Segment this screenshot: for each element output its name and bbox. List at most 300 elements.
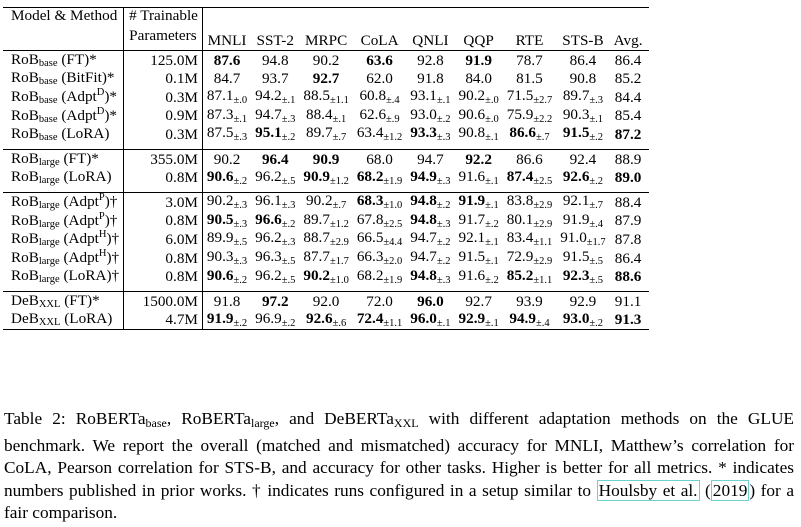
model-method-cell <box>3 193 124 212</box>
results-table-body <box>3 8 649 330</box>
score-cell <box>406 169 454 188</box>
results-table <box>3 7 649 330</box>
score-cell <box>353 70 406 89</box>
score-cell <box>610 212 649 231</box>
score-value: 60.8 <box>359 87 387 105</box>
score-cell <box>202 193 251 212</box>
score-value: 90.8 <box>458 124 486 142</box>
model-method-cell <box>3 311 124 330</box>
score-value: 93.9 <box>516 292 543 310</box>
model-base-name: RoB <box>11 230 39 248</box>
col-header-mrpc: MRPC <box>299 28 352 51</box>
score-std: ±2.9 <box>329 237 349 249</box>
model-base-name: RoB <box>11 88 39 106</box>
score-cell <box>455 292 503 311</box>
method-name: )† <box>104 211 118 229</box>
score-value: 89.7 <box>562 87 590 105</box>
score-value: 92.7 <box>465 292 492 310</box>
caption-sub-xxl: XXL <box>393 416 419 430</box>
score-value: 90.9 <box>303 167 330 185</box>
score-value: 94.9 <box>410 167 437 185</box>
score-value: 91.9 <box>458 192 486 210</box>
score-cell <box>610 88 649 107</box>
method-name: )† <box>106 248 120 266</box>
header-empty-cell <box>299 8 352 29</box>
header-empty-cell <box>3 28 124 51</box>
score-cell <box>251 311 299 330</box>
model-base-name: RoB <box>11 211 39 229</box>
score-value: 88.4 <box>305 105 333 123</box>
score-std: ±1.2 <box>329 175 349 187</box>
method-name: )† <box>104 193 118 211</box>
score-value: 87.1 <box>206 87 234 105</box>
score-value: 87.3 <box>206 105 234 123</box>
score-std: ±.1 <box>281 95 296 107</box>
method-name: (LoRA)† <box>63 267 120 285</box>
score-cell <box>503 70 556 89</box>
score-std: ±.3 <box>281 237 296 249</box>
model-base-name: DeB <box>11 310 39 328</box>
score-value: 94.9 <box>509 309 536 327</box>
score-std: ±.2 <box>485 218 499 230</box>
score-std: ±.7 <box>535 132 550 144</box>
score-std: ±.3 <box>233 200 248 212</box>
header-params-line2: Parameters <box>124 28 203 51</box>
score-value: 92.1 <box>458 229 486 247</box>
score-value: 85.4 <box>614 107 642 125</box>
table-row <box>3 193 649 212</box>
score-cell <box>503 51 556 70</box>
score-cell <box>299 249 352 268</box>
score-value: 94.7 <box>417 150 444 168</box>
score-std: ±.5 <box>233 237 248 249</box>
table-row <box>3 212 649 231</box>
score-value: 66.5 <box>356 229 384 247</box>
method-name: (FT)* <box>64 291 100 309</box>
score-cell <box>299 149 352 168</box>
score-cell <box>503 169 556 188</box>
score-std: ±.2 <box>233 175 248 187</box>
score-cell <box>556 249 609 268</box>
trainable-params-cell: 3.0M <box>124 193 203 212</box>
score-std: ±.1 <box>485 200 499 212</box>
score-std: ±1.2 <box>329 218 349 230</box>
model-size-subscript: large <box>38 255 60 267</box>
score-cell <box>353 149 406 168</box>
score-value: 67.8 <box>356 210 384 228</box>
model-base-name: RoB <box>11 168 39 186</box>
header-row-2 <box>3 28 649 51</box>
trainable-params-cell: 1500.0M <box>124 292 203 311</box>
score-std: ±.1 <box>436 317 451 329</box>
trainable-params-cell: 0.8M <box>124 212 203 231</box>
model-size-subscript: base <box>38 113 58 125</box>
model-size-subscript: base <box>38 95 58 107</box>
score-cell <box>299 230 352 249</box>
score-value: 96.6 <box>255 210 282 228</box>
score-value: 68.0 <box>366 150 393 168</box>
caption-text-1: RoBERTa <box>75 409 146 428</box>
score-std: ±.2 <box>436 255 451 267</box>
score-std: ±.5 <box>281 255 296 267</box>
score-cell <box>610 51 649 70</box>
score-std: ±.1 <box>485 237 499 249</box>
score-value: 92.3 <box>562 266 590 284</box>
score-value: 96.3 <box>255 247 282 265</box>
score-value: 90.6 <box>458 105 486 123</box>
model-size-subscript: base <box>38 131 58 143</box>
score-std: ±.1 <box>485 255 499 267</box>
model-base-name: DeB <box>11 291 39 309</box>
score-value: 88.7 <box>303 229 330 247</box>
method-prefix: (Adpt <box>63 211 99 229</box>
score-std: ±.0 <box>233 95 248 107</box>
score-cell <box>455 268 503 287</box>
score-std: ±.3 <box>436 274 451 286</box>
score-value: 96.0 <box>417 292 444 310</box>
score-cell <box>202 292 251 311</box>
header-empty-cell <box>455 8 503 29</box>
score-value: 94.8 <box>410 192 437 210</box>
score-cell <box>556 70 609 89</box>
caption-text-3: , and DeBERTa <box>274 409 394 428</box>
score-std: ±1.7 <box>329 255 349 267</box>
score-value: 96.9 <box>255 309 282 327</box>
score-value: 81.5 <box>516 70 543 88</box>
score-std: ±.1 <box>589 113 604 125</box>
score-cell <box>406 125 454 144</box>
score-std: ±.3 <box>436 175 451 187</box>
score-value: 93.0 <box>562 309 590 327</box>
trainable-params-cell: 4.7M <box>124 311 203 330</box>
trainable-params-cell: 0.8M <box>124 169 203 188</box>
score-value: 90.3 <box>206 247 234 265</box>
score-cell <box>610 169 649 188</box>
header-empty-cell <box>406 8 454 29</box>
score-value: 90.2 <box>458 87 486 105</box>
table-row <box>3 149 649 168</box>
score-value: 84.4 <box>614 88 642 106</box>
method-prefix: (Adpt <box>61 88 97 106</box>
score-std: ±2.9 <box>533 200 553 212</box>
trainable-params-cell: 6.0M <box>124 230 203 249</box>
score-value: 90.5 <box>206 210 234 228</box>
score-value: 86.4 <box>614 249 642 267</box>
score-std: ±.2 <box>436 200 451 212</box>
score-cell <box>299 311 352 330</box>
score-cell <box>353 125 406 144</box>
score-cell <box>406 230 454 249</box>
model-size-subscript: XXL <box>38 298 61 310</box>
score-cell <box>610 107 649 126</box>
score-value: 91.9 <box>562 210 590 228</box>
score-std: ±.3 <box>233 218 248 230</box>
score-std: ±.4 <box>535 317 550 329</box>
score-cell <box>406 149 454 168</box>
score-cell <box>202 249 251 268</box>
score-std: ±2.9 <box>533 218 553 230</box>
score-value: 84.0 <box>465 70 492 88</box>
score-value: 66.3 <box>356 247 384 265</box>
score-cell <box>455 88 503 107</box>
score-cell <box>406 212 454 231</box>
score-value: 92.1 <box>562 192 590 210</box>
citation-author-link[interactable]: Houlsby et al. <box>598 480 698 500</box>
score-cell <box>251 88 299 107</box>
score-value: 90.8 <box>569 70 597 88</box>
score-value: 91.8 <box>417 70 444 88</box>
model-method-cell <box>3 169 124 188</box>
score-cell <box>503 230 556 249</box>
score-value: 92.6 <box>562 167 590 185</box>
score-cell <box>556 149 609 168</box>
model-method-cell <box>3 51 124 70</box>
score-std: ±.9 <box>386 113 400 125</box>
score-value: 91.0 <box>560 229 587 247</box>
score-value: 96.0 <box>410 309 437 327</box>
score-cell <box>503 193 556 212</box>
model-method-cell <box>3 70 124 89</box>
score-cell <box>556 268 609 287</box>
score-cell <box>455 51 503 70</box>
method-name: (BitFit)* <box>61 69 115 87</box>
score-cell <box>202 268 251 287</box>
score-cell <box>353 212 406 231</box>
model-base-name: RoB <box>11 149 39 167</box>
score-cell <box>610 193 649 212</box>
score-cell <box>503 311 556 330</box>
model-base-name: RoB <box>11 69 39 87</box>
score-value: 71.5 <box>506 87 534 105</box>
score-cell <box>299 107 352 126</box>
score-value: 93.0 <box>410 105 437 123</box>
method-name: (FT)* <box>61 50 97 68</box>
model-size-subscript: large <box>38 274 60 286</box>
model-size-subscript: base <box>38 57 58 69</box>
score-cell <box>353 169 406 188</box>
model-base-name: RoB <box>11 248 39 266</box>
score-std: ±.3 <box>233 255 248 267</box>
score-cell <box>299 193 352 212</box>
score-cell <box>503 149 556 168</box>
trainable-params-cell: 0.3M <box>124 88 203 107</box>
trainable-params-cell: 0.8M <box>124 268 203 287</box>
score-cell <box>202 125 251 144</box>
score-cell <box>556 169 609 188</box>
score-cell <box>455 169 503 188</box>
score-cell <box>202 107 251 126</box>
score-value: 92.4 <box>569 150 597 168</box>
score-cell <box>202 88 251 107</box>
adapter-variant-superscript: D <box>96 105 105 117</box>
score-cell <box>455 149 503 168</box>
score-std: ±1.0 <box>329 274 349 286</box>
score-std: ±.1 <box>485 175 499 187</box>
score-std: ±.7 <box>332 200 347 212</box>
trainable-params-cell: 355.0M <box>124 149 203 168</box>
model-size-subscript: large <box>38 156 60 168</box>
header-empty-cell <box>556 8 609 29</box>
score-cell <box>455 311 503 330</box>
table-row <box>3 230 649 249</box>
method-name: )* <box>104 106 118 124</box>
score-value: 90.6 <box>206 167 234 185</box>
table-row <box>3 311 649 330</box>
score-value: 89.7 <box>305 124 333 142</box>
score-value: 97.2 <box>261 292 289 310</box>
model-method-cell <box>3 292 124 311</box>
score-value: 90.2 <box>312 51 340 69</box>
score-cell <box>406 88 454 107</box>
score-cell <box>556 292 609 311</box>
score-std: ±1.7 <box>586 237 606 249</box>
score-value: 88.6 <box>614 268 642 286</box>
score-std: ±.7 <box>589 200 604 212</box>
trainable-params-cell: 0.8M <box>124 249 203 268</box>
citation-year-link[interactable]: 2019 <box>712 480 748 500</box>
score-value: 91.6 <box>458 266 486 284</box>
score-std: ±1.1 <box>533 237 553 249</box>
score-std: ±4.4 <box>383 237 403 249</box>
score-value: 72.4 <box>356 309 384 327</box>
score-cell <box>202 311 251 330</box>
score-value: 92.8 <box>417 51 444 69</box>
score-cell <box>455 107 503 126</box>
score-std: ±.2 <box>436 113 451 125</box>
score-std: ±.2 <box>589 175 604 187</box>
score-value: 90.2 <box>213 150 241 168</box>
model-method-cell <box>3 212 124 231</box>
table-row <box>3 107 649 126</box>
score-cell <box>610 311 649 330</box>
model-method-cell <box>3 125 124 144</box>
score-cell <box>299 268 352 287</box>
model-method-cell <box>3 249 124 268</box>
score-value: 90.9 <box>312 150 340 168</box>
score-value: 94.8 <box>410 266 437 284</box>
score-cell <box>353 193 406 212</box>
score-std: ±.2 <box>281 132 296 144</box>
score-cell <box>353 230 406 249</box>
col-header-qqp: QQP <box>455 28 503 51</box>
score-cell <box>406 311 454 330</box>
score-value: 92.9 <box>569 292 597 310</box>
score-value: 91.9 <box>465 51 492 69</box>
score-value: 87.7 <box>303 247 330 265</box>
score-cell <box>251 292 299 311</box>
score-cell <box>251 70 299 89</box>
score-cell <box>353 268 406 287</box>
score-std: ±.2 <box>485 274 499 286</box>
score-std: ±2.7 <box>533 95 553 107</box>
score-cell <box>406 51 454 70</box>
score-cell <box>299 88 352 107</box>
score-cell <box>503 125 556 144</box>
method-prefix: (Adpt <box>63 193 99 211</box>
score-std: ±.5 <box>281 175 296 187</box>
score-std: ±1.1 <box>329 95 349 107</box>
score-value: 91.9 <box>206 309 234 327</box>
score-cell <box>299 292 352 311</box>
col-header-cola: CoLA <box>353 28 406 51</box>
score-std: ±.3 <box>436 132 451 144</box>
header-empty-cell <box>610 8 649 29</box>
caption-cite-open: ( <box>699 480 711 500</box>
score-value: 63.6 <box>366 51 393 69</box>
score-value: 63.4 <box>356 124 384 142</box>
score-cell <box>299 51 352 70</box>
table-row <box>3 268 649 287</box>
score-value: 92.2 <box>465 150 492 168</box>
score-cell <box>455 230 503 249</box>
score-value: 80.1 <box>506 210 534 228</box>
method-name: )* <box>104 88 118 106</box>
score-cell <box>455 125 503 144</box>
score-std: ±2.5 <box>533 175 553 187</box>
score-std: ±.3 <box>436 218 451 230</box>
score-std: ±1.9 <box>383 175 403 187</box>
score-cell <box>353 292 406 311</box>
score-value: 96.2 <box>255 229 282 247</box>
method-name: (LoRA) <box>61 124 110 142</box>
score-value: 86.4 <box>569 51 597 69</box>
score-value: 92.7 <box>312 70 340 88</box>
score-cell <box>610 230 649 249</box>
score-std: ±.1 <box>233 113 248 125</box>
model-method-cell <box>3 149 124 168</box>
score-std: ±.2 <box>233 274 248 286</box>
score-cell <box>406 292 454 311</box>
table-caption <box>4 408 794 525</box>
score-std: ±.5 <box>589 274 604 286</box>
score-cell <box>406 249 454 268</box>
trainable-params-cell: 125.0M <box>124 51 203 70</box>
score-cell <box>406 268 454 287</box>
score-value: 96.2 <box>255 266 282 284</box>
score-std: ±1.2 <box>383 132 403 144</box>
score-value: 90.2 <box>305 192 333 210</box>
score-cell <box>251 149 299 168</box>
score-value: 75.9 <box>506 105 534 123</box>
score-value: 91.3 <box>614 311 642 329</box>
caption-text-4: with different adaptation methods on the GLUE benchmark. We report the overall (matched and mismatched) accuracy for MNLI, Matthew’s correlation for CoLA, Pearson correlation for STS-B, and accuracy for other tasks. Higher is better for all metrics. * indicates numbers published in prior works. † indicates runs configured in a setup similar to <box>4 409 794 500</box>
score-value: 96.4 <box>261 150 289 168</box>
caption-label: Table 2: <box>4 409 66 428</box>
score-cell <box>503 268 556 287</box>
score-cell <box>299 212 352 231</box>
score-cell <box>556 51 609 70</box>
score-value: 72.0 <box>366 292 393 310</box>
score-value: 94.7 <box>410 229 437 247</box>
adapter-variant-superscript: P <box>98 210 105 222</box>
score-value: 91.5 <box>562 247 590 265</box>
score-value: 86.4 <box>614 51 642 69</box>
score-cell <box>251 249 299 268</box>
col-header-mnli: MNLI <box>202 28 251 51</box>
score-std: ±.0 <box>485 95 499 107</box>
score-cell <box>299 125 352 144</box>
score-cell <box>251 230 299 249</box>
score-value: 96.1 <box>255 192 282 210</box>
score-cell <box>455 193 503 212</box>
score-cell <box>556 230 609 249</box>
score-cell <box>610 268 649 287</box>
score-value: 92.9 <box>458 309 486 327</box>
score-cell <box>610 292 649 311</box>
score-value: 94.7 <box>410 247 437 265</box>
score-value: 72.9 <box>506 247 534 265</box>
score-std: ±2.9 <box>533 255 553 267</box>
